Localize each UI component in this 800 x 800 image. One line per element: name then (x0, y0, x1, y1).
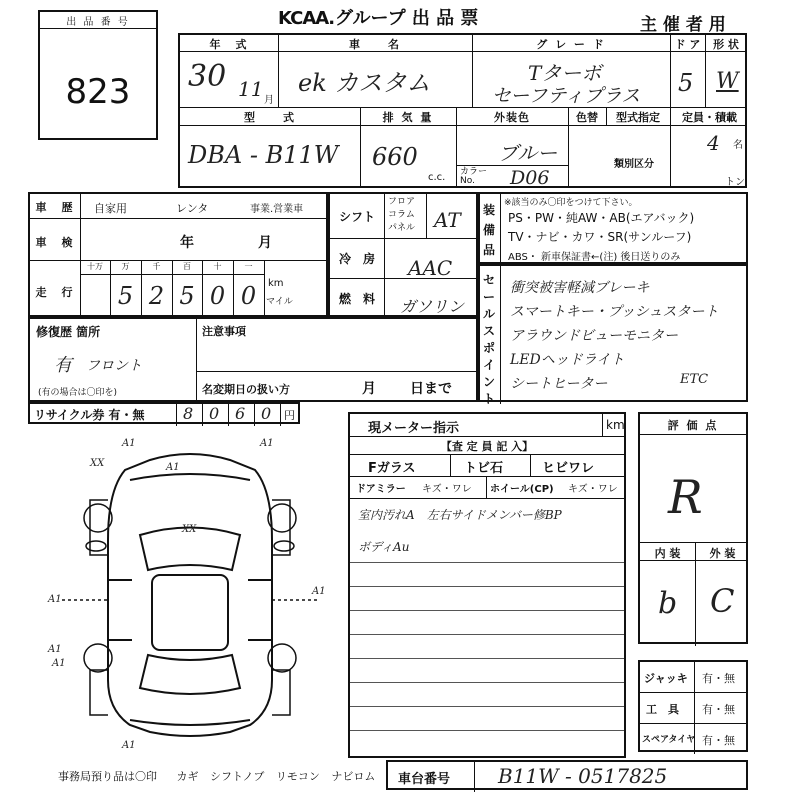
office-item-shift-knob: シフトノブ (210, 770, 265, 783)
color-no-value: D06 (510, 167, 550, 189)
exterior-value: C (710, 582, 735, 620)
mileage-digit-1: 0 (240, 282, 257, 310)
shift-label: シフト (338, 210, 375, 224)
remark-line-1: 室内汚れA 左右サイドメンバー修BP (358, 508, 562, 522)
inspection-month-unit: 月 (258, 235, 272, 251)
name-label: 車 名 (349, 38, 401, 51)
sales-point-4: LEDヘッドライト (510, 352, 625, 368)
wheel-options: キズ・ワレ (568, 484, 618, 495)
mileage-digit-100k (80, 282, 110, 310)
doors-value: 5 (678, 69, 694, 97)
month-unit: 月 (264, 95, 274, 106)
inspector-label: 【査 定 員 記 入】 (440, 440, 534, 453)
history-option-private: 自家用 (94, 202, 127, 215)
damage-mark-right-door: A1 (312, 586, 326, 597)
fuel-value: ガソリン (400, 297, 465, 316)
repair-box (28, 317, 478, 402)
mileage-digit-100: 5 (179, 282, 195, 310)
equipment-line-1: PS・PW・純AW・AB(エアバック) (508, 211, 695, 225)
damage-mark-front-left-bumper: A1 (166, 462, 180, 473)
chassis-box (386, 760, 748, 790)
model-designation-label: 型式指定 (616, 111, 660, 124)
history-label: 車 歴 (35, 201, 75, 214)
wheel-label: ホイール(CP) (490, 484, 554, 495)
vehicle-info-box (178, 33, 747, 188)
shift-value: AT (434, 208, 461, 232)
meter-label: 現メーター指示 (368, 421, 460, 436)
damage-mark-left-door-2: A1 (48, 644, 62, 655)
sales-point-2: スマートキー・プッシュスタート (510, 304, 719, 320)
notes-label: 注意事項 (202, 325, 246, 338)
lot-number-value: 823 (65, 72, 131, 112)
interior-label: 内 装 (654, 547, 681, 560)
tool-label: 工 具 (646, 703, 679, 716)
damage-mark-left-corner: XX (90, 458, 105, 469)
year-label: 年 式 (209, 38, 249, 51)
mirror-label: ドアミラー (356, 484, 406, 495)
sales-points-label: セ ー ル ス ポ イ ン ト (483, 273, 496, 406)
roof (152, 575, 228, 650)
equipment-note: ※該当のみ〇印をつけて下さい。 (504, 198, 638, 208)
remark-rule-line (350, 730, 624, 731)
mileage-unit-1k: 千 (152, 262, 161, 271)
tools-box (638, 660, 748, 752)
trunk (130, 720, 250, 725)
repair-label: 修復歴 箇所 (36, 325, 101, 339)
office-item-navi-rom: ナビロム (331, 770, 376, 783)
damage-mark-roof: XX (182, 524, 197, 535)
grade-value-1: Tターボ (528, 61, 602, 85)
mileage-unit-km: km (268, 278, 284, 289)
sales-points-box (478, 264, 748, 406)
right-rear-fender (272, 670, 290, 715)
lot-number-box (38, 10, 158, 140)
meter-unit: km (606, 418, 625, 432)
month-value: 11 (238, 77, 264, 101)
remark-rule-line (350, 706, 624, 707)
year-value: 30 (188, 59, 227, 94)
shift-box (328, 192, 478, 317)
shape-label: 形 状 (713, 38, 739, 51)
spare-tire-label: スペアタイヤ (642, 735, 696, 745)
sales-point-5: シートヒーター (510, 376, 608, 392)
grade-label: グ レ ー ド (536, 38, 606, 51)
mileage-digit-1k: 2 (148, 282, 165, 310)
color-label: 外装色 (494, 111, 530, 124)
ac-label: 冷 房 (338, 252, 375, 266)
mileage-unit-10k: 万 (121, 262, 130, 271)
damage-mark-front-right: A1 (260, 438, 274, 449)
sales-point-6: ETC (680, 372, 709, 387)
damage-mark-left-door-1: A1 (48, 594, 62, 605)
color-value: ブルー (498, 141, 558, 165)
mileage-label: 走 行 (35, 286, 75, 299)
recycle-unit: 円 (284, 409, 295, 422)
recycle-digit-3: 6 (235, 404, 246, 423)
remark-rule-line (350, 634, 624, 635)
mirror-options: キズ・ワレ (422, 484, 472, 495)
fuel-label: 燃 料 (338, 292, 375, 306)
rating-value: R (668, 470, 703, 524)
cc-unit: c.c. (428, 172, 446, 183)
repair-note: (有の場合は〇印を) (38, 388, 118, 398)
rating-label: 評 価 点 (667, 419, 719, 432)
shift-option-column: コラム (388, 210, 415, 220)
form-title-text: .グループ 出 品 票 (328, 8, 479, 29)
history-option-rental: レンタ (176, 202, 209, 215)
glass-label: Fガラス (368, 461, 416, 476)
right-mirror (274, 541, 294, 551)
equipment-label: 装 備 品 (483, 203, 496, 257)
mileage-unit-mile: マイル (266, 297, 293, 307)
hood (130, 474, 250, 480)
capacity-label: 定員・積載 (682, 111, 737, 124)
exterior-label: 外 装 (709, 547, 736, 560)
remark-rule-line (350, 682, 624, 683)
displacement-value: 660 (372, 143, 418, 171)
sales-point-1: 衝突被害軽減ブレーキ (510, 280, 650, 296)
equipment-line-3: ABS・ 新車保証書←(注) 後日送りのみ (508, 252, 681, 263)
left-rear-fender (90, 670, 108, 715)
load-unit: トン (725, 177, 745, 188)
displacement-label: 排 気 量 (382, 111, 434, 124)
equipment-line-2: TV・ナビ・カワ・SR(サンルーフ) (508, 230, 692, 244)
mileage-unit-10: 十 (213, 262, 222, 271)
tool-options: 有・無 (702, 703, 735, 716)
color-change-label: 色替 (576, 111, 598, 124)
mileage-unit-100: 百 (183, 262, 191, 271)
left-mirror (86, 541, 106, 551)
ac-value: AAC (408, 256, 453, 280)
recycle-label: リサイクル券 有・無 (34, 408, 145, 422)
rear-window (140, 655, 240, 694)
inspection-label: 車 検 (35, 236, 75, 249)
mileage-digit-10: 0 (209, 282, 226, 310)
brand-logo: KCAA (278, 8, 329, 29)
car-name-value: ek カスタム (298, 69, 431, 97)
remark-rule-line (350, 610, 624, 611)
damage-mark-left-rear-corner: A1 (52, 658, 66, 669)
office-note: 事務局預り品は〇印 (58, 770, 157, 783)
wheel-front-left (84, 504, 112, 532)
shift-option-floor: フロア (388, 197, 416, 207)
shift-option-panel: パネル (388, 223, 416, 233)
chassis-value: B11W - 0517825 (498, 764, 668, 788)
color-no-label: カラー No. (460, 167, 488, 186)
remark-rule-line (350, 586, 624, 587)
wheel-front-right (268, 504, 296, 532)
history-box (28, 192, 328, 317)
jack-options: 有・無 (702, 672, 735, 685)
equipment-box (478, 192, 748, 264)
repair-location: フロント (86, 358, 142, 374)
mileage-digit-10k: 5 (117, 282, 134, 310)
rating-box (638, 412, 748, 644)
category-label: 類別区分 (614, 159, 654, 170)
car-diagram (40, 430, 340, 760)
remark-line-2: ボディAu (358, 540, 410, 554)
office-items (58, 768, 375, 784)
recycle-digit-4: 0 (261, 404, 272, 423)
jack-label: ジャッキ (644, 672, 688, 685)
capacity-value: 4 (707, 131, 720, 155)
type-label: 型 式 (244, 111, 296, 124)
capacity-unit: 名 (733, 140, 743, 151)
name-change-month-unit: 月 (362, 381, 376, 397)
type-value: DBA - B11W (188, 141, 339, 169)
spare-tire-options: 有・無 (702, 734, 735, 747)
organizer-label: 主 催 者 用 (640, 15, 726, 35)
recycle-digit-2: 0 (209, 404, 220, 423)
recycle-box (28, 402, 300, 424)
history-option-business: 事業.営業車 (250, 204, 304, 215)
glass-option-crack: ヒビワレ (542, 461, 595, 476)
remark-rule-line (350, 562, 624, 563)
grade-value-2: セーフティプラス (492, 85, 641, 107)
meter-box (348, 412, 626, 758)
interior-value: b (658, 586, 678, 621)
damage-mark-front-left: A1 (122, 438, 136, 449)
sales-point-3: アラウンドビューモニター (510, 328, 678, 344)
glass-option-chip: トビ石 (464, 461, 504, 476)
mileage-unit-100k: 十万 (87, 262, 103, 271)
name-change-day-unit: 日まで (410, 381, 452, 397)
form-title (278, 4, 478, 30)
remark-rule-line (350, 658, 624, 659)
office-item-remote: リモコン (275, 770, 320, 783)
shape-value: W (716, 69, 739, 94)
damage-mark-rear-left: A1 (122, 740, 136, 751)
inspection-year-unit: 年 (180, 235, 194, 251)
recycle-digit-1: 8 (183, 404, 194, 423)
mileage-unit-1: 一 (244, 262, 253, 271)
repair-status: 有 (54, 355, 72, 376)
lot-number-label: 出 品 番 号 (66, 17, 130, 28)
office-item-key: カギ (176, 770, 199, 783)
doors-label: ド ア (674, 38, 701, 51)
chassis-label: 車台番号 (398, 772, 451, 787)
name-change-label: 名変期日の扱い方 (202, 383, 290, 396)
